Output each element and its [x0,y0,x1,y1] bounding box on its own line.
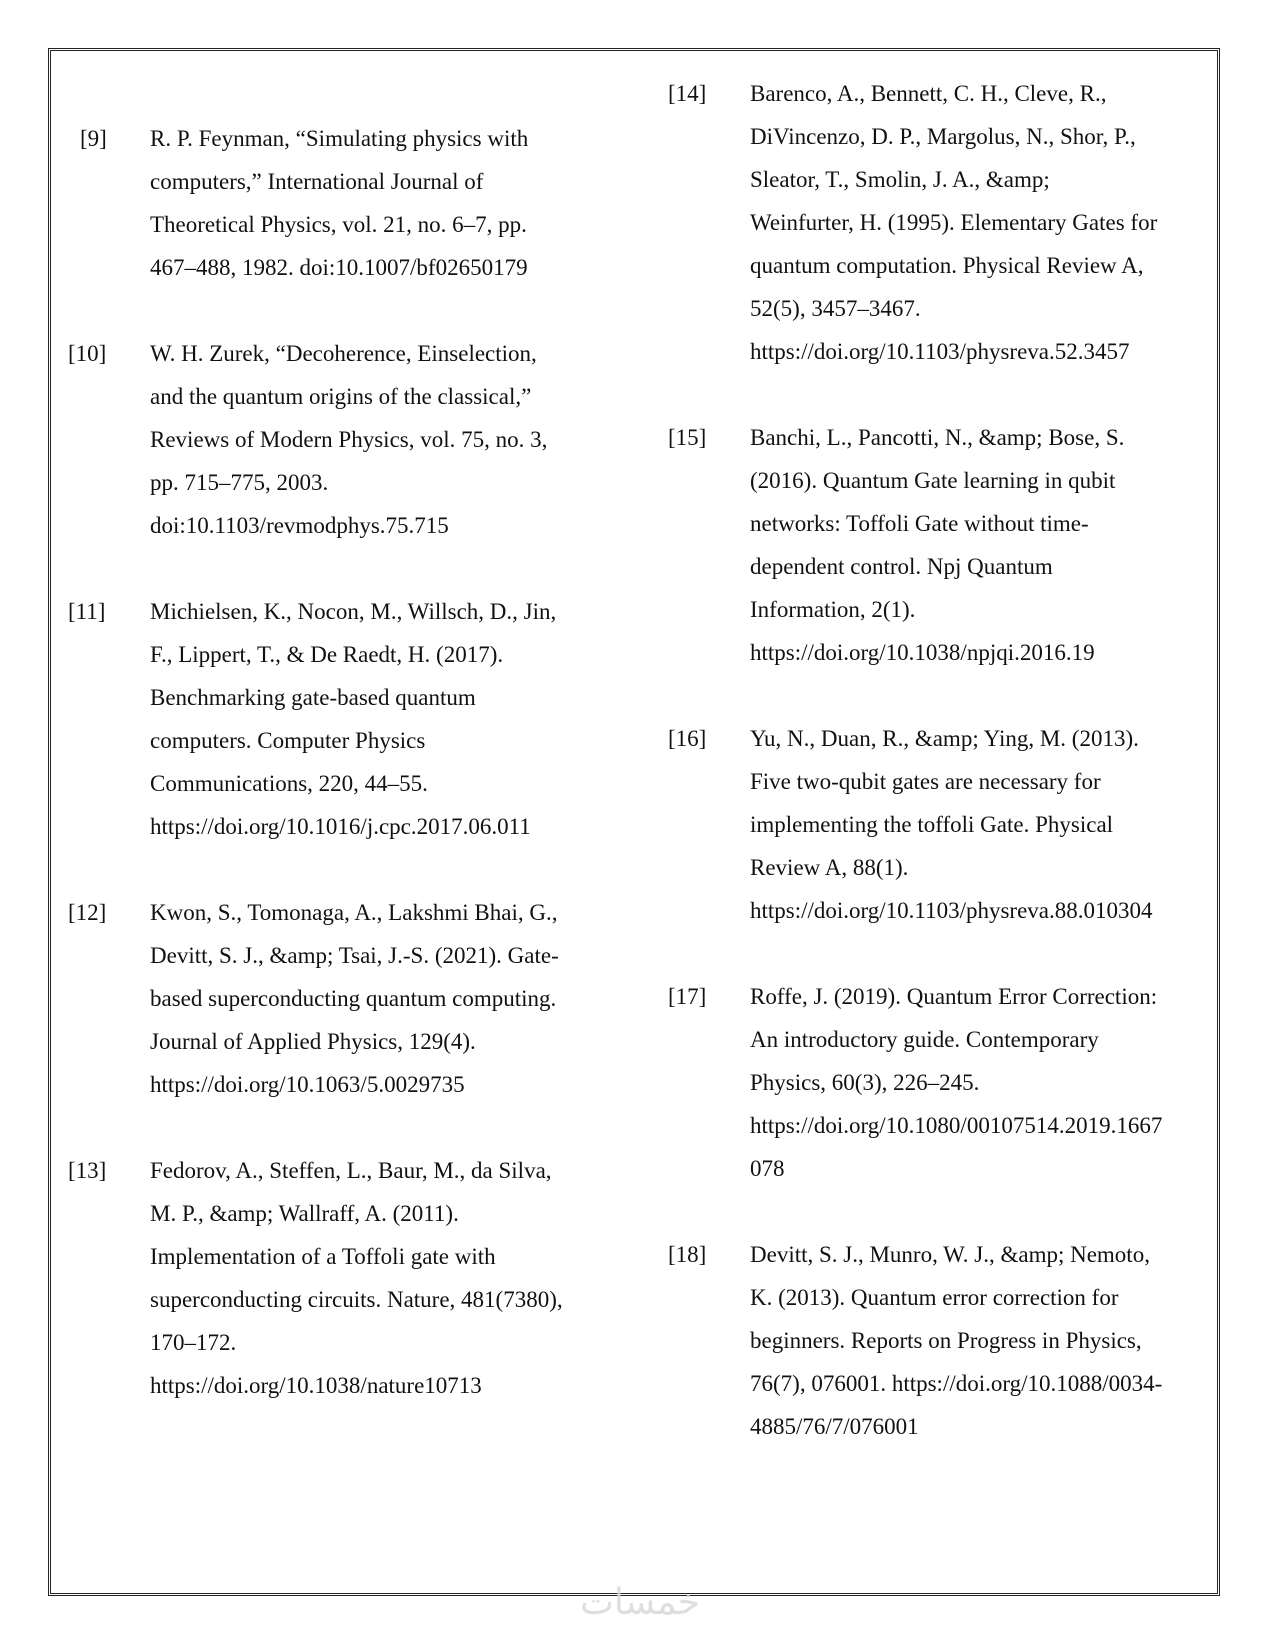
reference-entry [68,117,608,289]
reference-text [750,1233,1213,1448]
reference-entry [668,416,1213,674]
reference-line: 170–172. [150,1330,237,1355]
reference-line: Michielsen, K., Nocon, M., Willsch, D., Jin, [150,599,557,624]
reference-text [150,590,608,848]
reference-doi-line: https://doi.org/10.1063/5.0029735 [150,1072,465,1097]
reference-line: Information, 2(1). [750,597,916,622]
reference-entry [68,332,608,547]
reference-line: computers,” International Journal of [150,169,484,194]
reference-entry [668,717,1213,932]
reference-entry [68,1149,608,1407]
reference-entry [68,891,608,1106]
reference-doi-line: https://doi.org/10.1016/j.cpc.2017.06.011 [150,814,531,839]
reference-number: [10] [68,341,107,366]
reference-line: Communications, 220, 44–55. [150,771,428,796]
reference-line: Review A, 88(1). [750,855,909,880]
reference-line: Physics, 60(3), 226–245. [750,1070,980,1095]
reference-line: F., Lippert, T., & De Raedt, H. (2017). [150,642,504,667]
reference-line: Reviews of Modern Physics, vol. 75, no. 3, [150,427,548,452]
watermark-logo: خمسات [579,1582,701,1623]
reference-line: K. (2013). Quantum error correction for [750,1285,1119,1310]
reference-line: Banchi, L., Pancotti, N., &amp; Bose, S. [750,425,1125,450]
reference-line: R. P. Feynman, “Simulating physics with [150,126,529,151]
reference-line: Devitt, S. J., &amp; Tsai, J.-S. (2021). Gate- [150,943,559,968]
reference-line: Theoretical Physics, vol. 21, no. 6–7, pp. [150,212,527,237]
reference-line: Journal of Applied Physics, 129(4). [150,1029,476,1054]
reference-line: Sleator, T., Smolin, J. A., &amp; [750,167,1050,192]
reference-line: dependent control. Npj Quantum [750,554,1053,579]
reference-number: [17] [668,984,707,1009]
reference-line: Barenco, A., Bennett, C. H., Cleve, R., [750,81,1107,106]
reference-text [150,891,608,1106]
reference-doi-line: doi:10.1103/revmodphys.75.715 [150,513,449,538]
reference-text [750,72,1213,373]
reference-text [750,416,1213,674]
reference-line: An introductory guide. Contemporary [750,1027,1099,1052]
reference-doi-line: https://doi.org/10.1038/npjqi.2016.19 [750,640,1095,665]
reference-line: Weinfurter, H. (1995). Elementary Gates for [750,210,1158,235]
reference-text [150,332,608,547]
reference-number: [18] [668,1242,707,1267]
reference-number: [12] [68,900,107,925]
reference-line: 4885/76/7/076001 [750,1414,919,1439]
reference-line: Implementation of a Toffoli gate with [150,1244,496,1269]
reference-line: Fedorov, A., Steffen, L., Baur, M., da Silva, [150,1158,552,1183]
reference-line: computers. Computer Physics [150,728,426,753]
reference-line: based superconducting quantum computing. [150,986,557,1011]
reference-text [150,1149,608,1407]
reference-doi-line: https://doi.org/10.1103/physreva.88.010304 [750,898,1153,923]
reference-doi-line: https://doi.org/10.1038/nature10713 [150,1373,482,1398]
reference-line: networks: Toffoli Gate without time- [750,511,1089,536]
references-column-left [68,117,608,1450]
references-column-right [668,72,1213,1491]
reference-line: Benchmarking gate-based quantum [150,685,476,710]
reference-line: M. P., &amp; Wallraff, A. (2011). [150,1201,459,1226]
reference-line: 078 [750,1156,785,1181]
reference-entry [668,72,1213,373]
reference-doi-line: https://doi.org/10.1103/physreva.52.3457 [750,339,1130,364]
reference-line: Kwon, S., Tomonaga, A., Lakshmi Bhai, G., [150,900,558,925]
reference-text [750,717,1213,932]
reference-line: Yu, N., Duan, R., &amp; Ying, M. (2013). [750,726,1139,751]
reference-entry [668,975,1213,1190]
reference-number: [11] [68,599,106,624]
reference-doi-line: https://doi.org/10.1080/00107514.2019.1667 [750,1113,1163,1138]
reference-line: Roffe, J. (2019). Quantum Error Correction: [750,984,1158,1009]
reference-line: W. H. Zurek, “Decoherence, Einselection, [150,341,537,366]
reference-line: 52(5), 3457–3467. [750,296,921,321]
reference-number: [15] [668,425,707,450]
reference-line: Five two-qubit gates are necessary for [750,769,1101,794]
reference-line: Devitt, S. J., Munro, W. J., &amp; Nemoto, [750,1242,1150,1267]
reference-line: beginners. Reports on Progress in Physics, [750,1328,1142,1353]
reference-line: DiVincenzo, D. P., Margolus, N., Shor, P., [750,124,1136,149]
reference-entry [68,590,608,848]
reference-number: [9] [80,126,107,151]
reference-line: (2016). Quantum Gate learning in qubit [750,468,1116,493]
reference-number: [13] [68,1158,107,1183]
reference-line: quantum computation. Physical Review A, [750,253,1144,278]
reference-line: and the quantum origins of the classical,” [150,384,532,409]
reference-line: superconducting circuits. Nature, 481(7380), [150,1287,563,1312]
reference-text [150,117,608,289]
reference-line: pp. 715–775, 2003. [150,470,329,495]
reference-doi-line: 76(7), 076001. https://doi.org/10.1088/0034- [750,1371,1163,1396]
reference-text [750,975,1213,1190]
reference-line: implementing the toffoli Gate. Physical [750,812,1114,837]
reference-number: [16] [668,726,707,751]
reference-line: 467–488, 1982. doi:10.1007/bf02650179 [150,255,528,280]
reference-entry [668,1233,1213,1448]
reference-number: [14] [668,81,707,106]
